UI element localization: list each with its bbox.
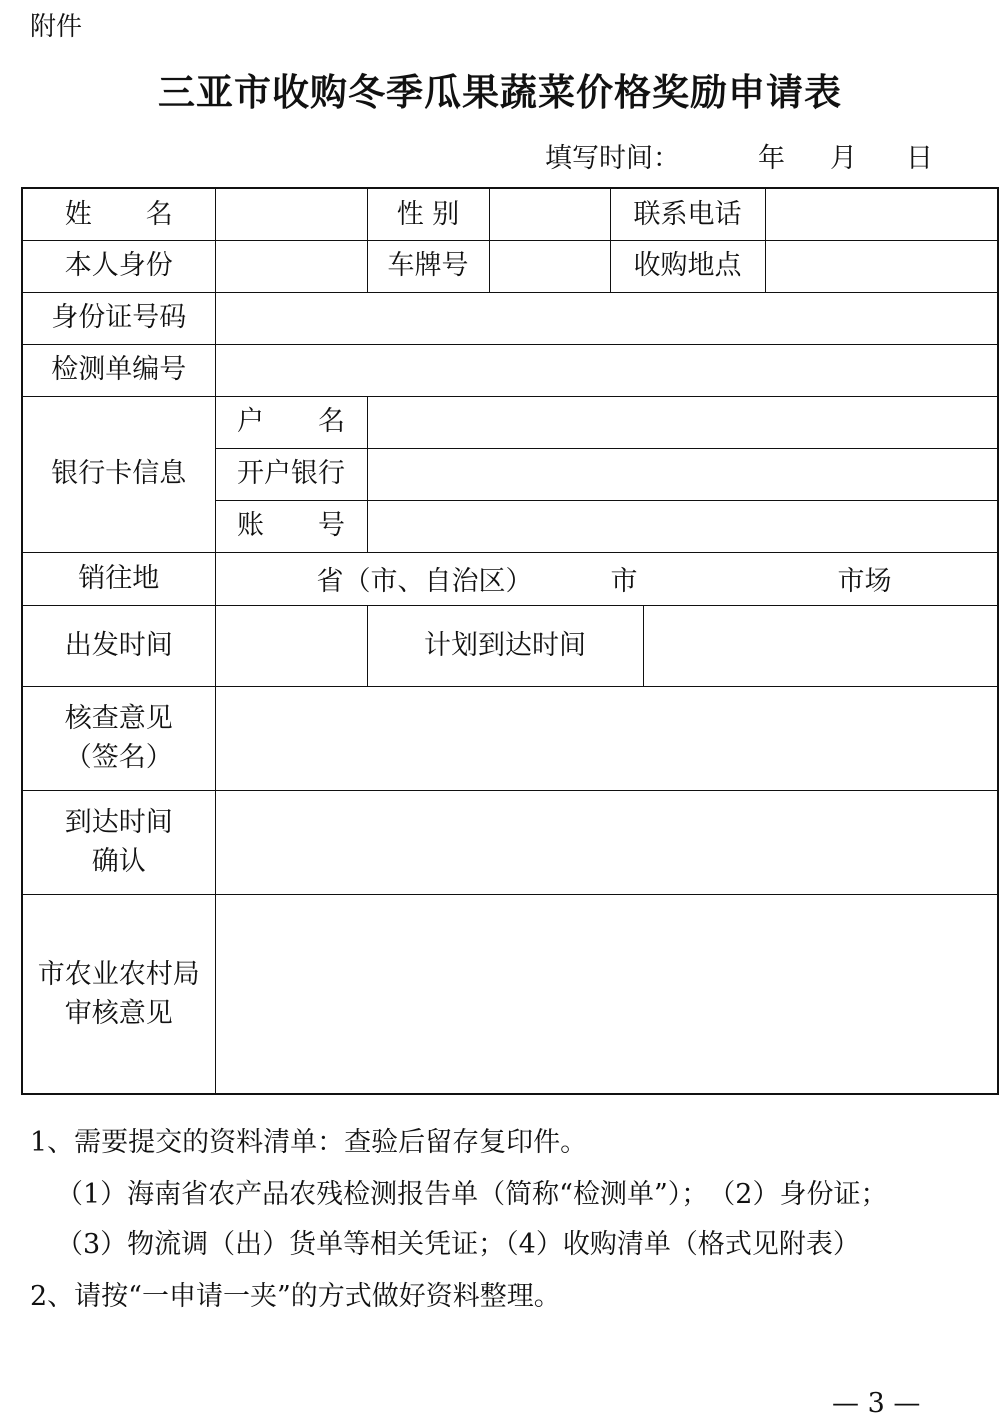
- identity-label: 本人身份: [22, 240, 215, 292]
- name-label: 姓 名: [22, 188, 215, 240]
- planned-arrival-label: 计划到达时间: [367, 605, 643, 686]
- gender-value-cell[interactable]: [489, 188, 610, 240]
- name-value-cell[interactable]: [215, 188, 367, 240]
- bank-branch-value-cell[interactable]: [367, 448, 998, 500]
- id-number-label: 身份证号码: [22, 292, 215, 344]
- note-line-3: （3）物流调（出）货单等相关凭证；（4）收购清单（格式见附表）: [56, 1229, 860, 1260]
- attachment-label: 附件: [30, 12, 83, 42]
- application-form-table: [21, 187, 999, 1095]
- destination-market: 市场: [837, 565, 892, 597]
- arrival-confirm-value-cell[interactable]: [215, 790, 998, 894]
- bureau-review-line2: 审核意见: [64, 997, 173, 1029]
- purchase-place-label: 收购地点: [610, 240, 765, 292]
- bank-branch-label: 开户银行: [215, 448, 367, 500]
- phone-value-cell[interactable]: [765, 188, 998, 240]
- departure-value-cell[interactable]: [215, 605, 367, 686]
- review-label-line2: （签名）: [64, 742, 173, 773]
- departure-label: 出发时间: [22, 605, 215, 686]
- account-name-label: 户 名: [215, 396, 367, 448]
- destination-label: 销往地: [22, 552, 215, 605]
- bureau-review-value-cell[interactable]: [215, 894, 998, 1094]
- note-line-2: （1）海南省农产品农残检测报告单（简称“检测单”）； （2）身份证；: [56, 1179, 888, 1210]
- gender-label: 性 别: [367, 188, 489, 240]
- purchase-place-value-cell[interactable]: [765, 240, 998, 292]
- page-number: — 3 —: [832, 1388, 921, 1419]
- phone-label: 联系电话: [610, 188, 765, 240]
- form-title: 三亚市收购冬季瓜果蔬菜价格奖励申请表: [158, 70, 842, 114]
- planned-arrival-value-cell[interactable]: [643, 605, 998, 686]
- test-number-label: 检测单编号: [22, 344, 215, 396]
- note-line-1: 1、需要提交的资料清单：查验后留存复印件。: [30, 1127, 588, 1158]
- arrival-confirm-line2: 确认: [91, 846, 146, 877]
- note-line-4: 2、请按“一申请一夹”的方式做好资料整理。: [30, 1281, 561, 1312]
- destination-province: 省（市、自治区）: [316, 565, 533, 597]
- plate-value-cell[interactable]: [489, 240, 610, 292]
- review-value-cell[interactable]: [215, 686, 998, 790]
- fill-time-year: 年: [758, 143, 785, 174]
- account-name-value-cell[interactable]: [367, 396, 998, 448]
- fill-time-day: 日: [906, 143, 933, 174]
- plate-label: 车牌号: [367, 240, 489, 292]
- identity-value-cell[interactable]: [215, 240, 367, 292]
- id-number-value-cell[interactable]: [215, 292, 998, 344]
- arrival-confirm-label: [22, 790, 215, 894]
- test-number-value-cell[interactable]: [215, 344, 998, 396]
- review-label: [22, 686, 215, 790]
- fill-time-label: 填写时间：: [545, 143, 680, 174]
- arrival-confirm-line1: 到达时间: [64, 806, 173, 838]
- account-number-label: 账 号: [215, 500, 367, 552]
- destination-value-cell[interactable]: [215, 552, 998, 605]
- bureau-review-label: [22, 894, 215, 1094]
- bank-info-label: 银行卡信息: [22, 396, 215, 552]
- fill-time-month: 月: [830, 143, 857, 174]
- bureau-review-line1: 市农业农村局: [37, 958, 200, 990]
- account-number-value-cell[interactable]: [367, 500, 998, 552]
- destination-city: 市: [610, 565, 638, 597]
- review-label-line1: 核查意见: [64, 702, 173, 734]
